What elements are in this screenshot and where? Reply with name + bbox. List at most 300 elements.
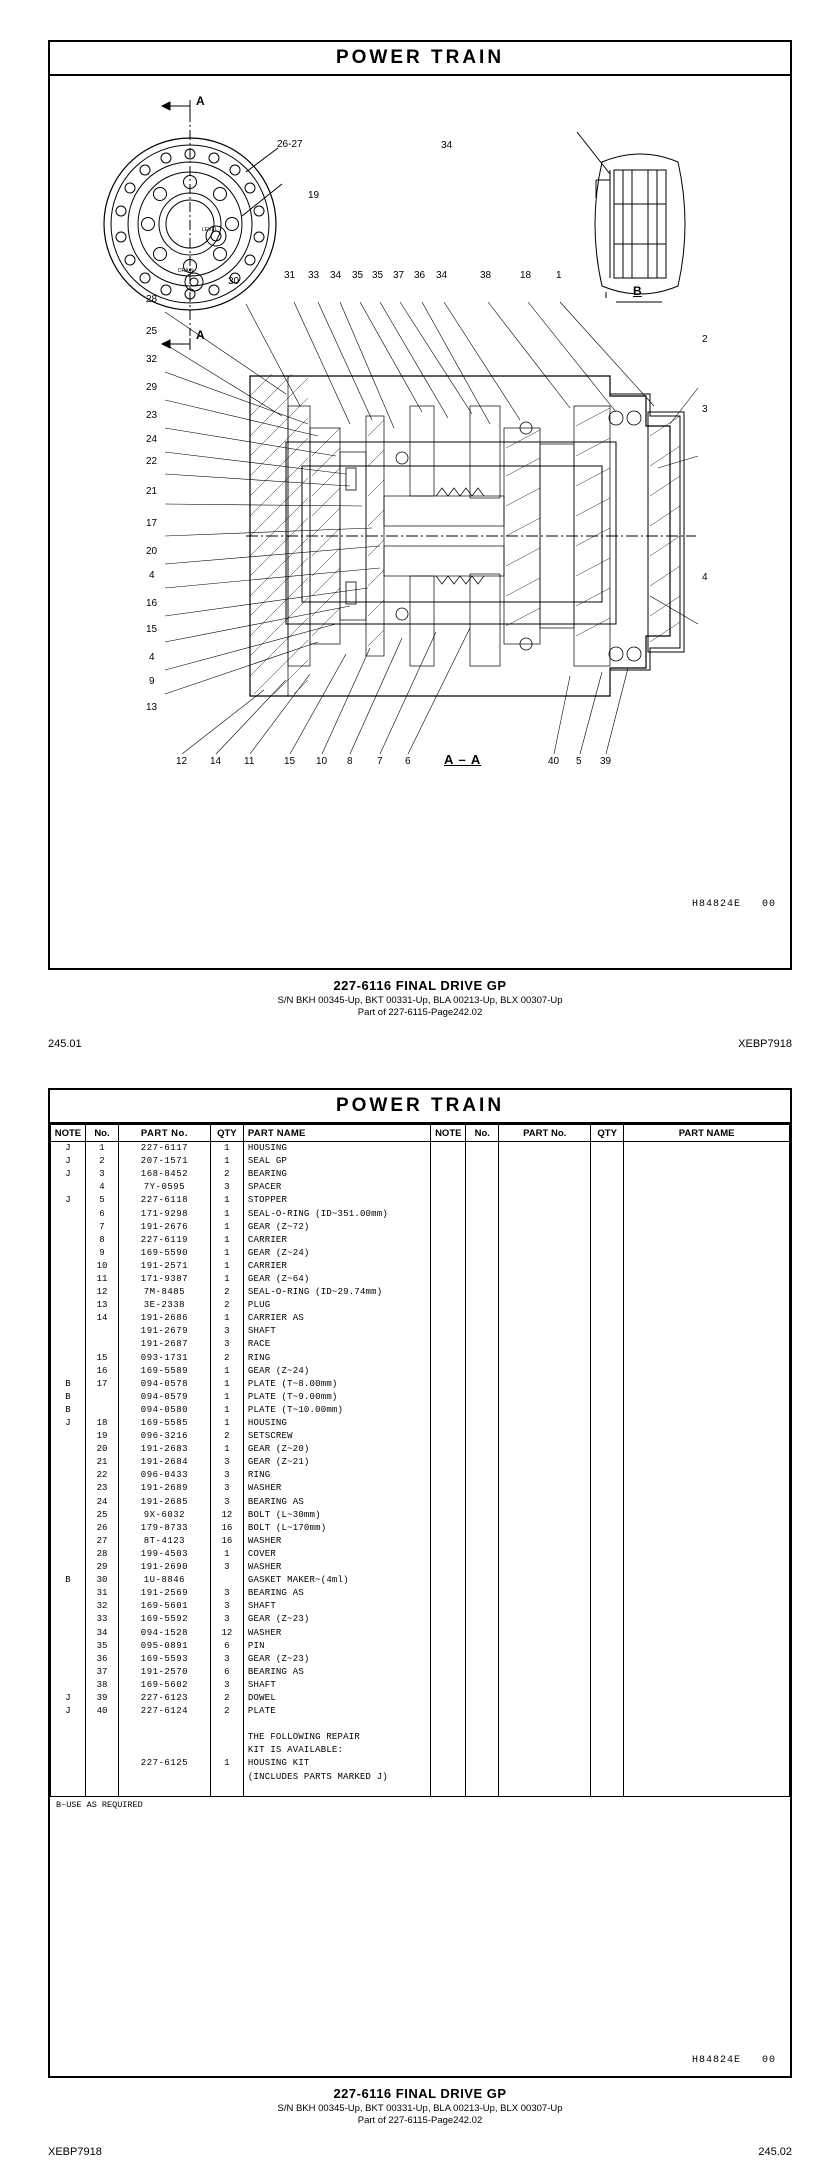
table-cell-c-part: 191-2686 [119,1312,211,1325]
table-cell-c-part: 191-2571 [119,1259,211,1272]
table-cell-c-no [85,1731,118,1744]
table-cell-c-no2 [466,1469,499,1482]
table-cell-c-qty: 1 [210,1155,243,1168]
table-cell-c-note2 [431,1155,466,1168]
table-cell-c-name2 [624,1312,790,1325]
table-cell-c-qty2 [591,1207,624,1220]
table-row [51,1574,790,1587]
table-cell-c-no2 [466,1325,499,1338]
table-cell-c-no [85,1718,118,1731]
table-cell-c-no2 [466,1207,499,1220]
drain-plug-label: DRAIN [178,268,194,274]
table-cell-c-no2 [466,1351,499,1364]
table-cell-c-no2 [466,1744,499,1757]
table-cell-c-name2 [624,1639,790,1652]
table-cell-c-part: 096-3216 [119,1430,211,1443]
table-cell-c-part2 [499,1181,591,1194]
table-cell-c-no2 [466,1574,499,1587]
table-cell-c-no: 18 [85,1416,118,1429]
table-row [51,1678,790,1691]
callout-21: 21 [146,486,158,497]
table-cell-c-no2 [466,1678,499,1691]
table-cell-c-part2 [499,1718,591,1731]
table-cell-c-qty2 [591,1613,624,1626]
table-cell-c-qty: 2 [210,1430,243,1443]
table-cell-c-part2 [499,1246,591,1259]
caption-sn-top: S/N BKH 00345‑Up, BKT 00331‑Up, BLA 00213‑Up, BLX 00307‑Up [277,994,563,1006]
table-cell-c-part [119,1783,211,1796]
table-cell-c-qty2 [591,1364,624,1377]
table-cell-c-no2 [466,1600,499,1613]
table-cell-c-name2 [624,1613,790,1626]
caption-partof-bottom: Part of 227-6115‑Page242.02 [357,2114,483,2126]
table-cell-c-part: 227-6125 [119,1757,211,1770]
callout-20: 20 [146,546,158,557]
table-cell-c-qty2 [591,1456,624,1469]
table-cell-c-name2 [624,1272,790,1285]
callout-35a: 35 [352,270,364,281]
table-cell-c-part: 191-2687 [119,1338,211,1351]
table-cell-c-note [51,1325,86,1338]
table-cell-c-qty [210,1770,243,1783]
callout-30: 30 [228,276,240,287]
callout-16: 16 [146,598,158,609]
table-cell-c-qty2 [591,1534,624,1547]
table-cell-c-note [51,1652,86,1665]
table-cell-c-no: 4 [85,1181,118,1194]
table-cell-c-qty2 [591,1272,624,1285]
table-cell-c-note [51,1430,86,1443]
table-cell-c-name2 [624,1587,790,1600]
table-cell-c-part: 227-6124 [119,1705,211,1718]
table-cell-c-part2 [499,1587,591,1600]
table-cell-c-qty: 3 [210,1652,243,1665]
table-cell-c-name2 [624,1403,790,1416]
table-cell-c-qty2 [591,1403,624,1416]
table-cell-c-name2 [624,1220,790,1233]
level-plug-label: LEVEL [202,227,218,233]
table-cell-c-note2 [431,1325,466,1338]
table-cell-c-qty2 [591,1587,624,1600]
table-cell-c-qty2 [591,1731,624,1744]
table-row [51,1299,790,1312]
table-cell-c-qty2 [591,1547,624,1560]
table-cell-c-name: WASHER [243,1626,430,1639]
table-cell-c-no2 [466,1390,499,1403]
table-cell-c-part2 [499,1495,591,1508]
table-cell-c-name2 [624,1168,790,1181]
table-cell-c-note2 [431,1416,466,1429]
table-cell-c-name2 [624,1194,790,1207]
table-cell-c-part2 [499,1561,591,1574]
table-cell-c-name: RACE [243,1338,430,1351]
table-cell-c-name2 [624,1495,790,1508]
table-cell-c-qty2 [591,1574,624,1587]
table-cell-c-name2 [624,1718,790,1731]
table-cell-c-note: J [51,1155,86,1168]
table-cell-c-no: 17 [85,1377,118,1390]
table-cell-c-part2 [499,1482,591,1495]
table-cell-c-no: 36 [85,1652,118,1665]
table-cell-c-note: J [51,1168,86,1181]
callout-29: 29 [146,382,158,393]
table-cell-c-no2 [466,1705,499,1718]
table-cell-c-part [119,1770,211,1783]
table-cell-c-part2 [499,1220,591,1233]
table-cell-c-name: SHAFT [243,1600,430,1613]
table-cell-c-part2 [499,1508,591,1521]
callout-37: 37 [393,270,405,281]
callout-15b: 15 [284,756,296,767]
table-cell-c-qty: 2 [210,1705,243,1718]
callout-17: 17 [146,518,158,529]
table-cell-c-part2 [499,1574,591,1587]
table-cell-c-name: BEARING AS [243,1495,430,1508]
table-cell-c-name: GEAR (Z~24) [243,1246,430,1259]
table-cell-c-qty: 1 [210,1547,243,1560]
table-row [51,1364,790,1377]
callout-6: 6 [405,756,411,767]
table-cell-c-note2 [431,1783,466,1796]
caption-partof-top: Part of 227-6115‑Page242.02 [357,1006,483,1018]
table-cell-c-no: 14 [85,1312,118,1325]
table-row [51,1718,790,1731]
table-cell-c-no2 [466,1508,499,1521]
table-cell-c-note2 [431,1220,466,1233]
table-cell-c-name: RING [243,1469,430,1482]
table-cell-c-name2 [624,1691,790,1704]
table-cell-c-qty2 [591,1757,624,1770]
parts-table-sheet [48,1088,792,2078]
table-cell-c-no: 16 [85,1364,118,1377]
table-cell-c-qty2 [591,1508,624,1521]
table-cell-c-note2 [431,1390,466,1403]
table-cell-c-name: (INCLUDES PARTS MARKED J) [243,1770,430,1783]
table-cell-c-qty2 [591,1351,624,1364]
table-cell-c-note2 [431,1259,466,1272]
table-row [51,1233,790,1246]
table-cell-c-note [51,1443,86,1456]
table-cell-c-name2 [624,1757,790,1770]
table-row [51,1220,790,1233]
table-cell-c-note2 [431,1299,466,1312]
table-cell-c-no2 [466,1482,499,1495]
parts-table-body [51,1142,790,1797]
table-cell-c-qty2 [591,1286,624,1299]
page-number-bottom-right: 245.02 [758,2146,792,2158]
table-cell-c-note2 [431,1168,466,1181]
table-cell-c-qty2 [591,1665,624,1678]
table-cell-c-name2 [624,1286,790,1299]
table-cell-c-no: 33 [85,1613,118,1626]
final-drive-drawing [50,76,790,916]
callout-39: 39 [600,756,612,767]
table-cell-c-part2 [499,1325,591,1338]
callout-36: 36 [414,270,426,281]
table-cell-c-name: GEAR (Z~64) [243,1272,430,1285]
table-row [51,1744,790,1757]
table-cell-c-name: BEARING [243,1168,430,1181]
callout-13: 13 [146,702,158,713]
table-cell-c-part [119,1731,211,1744]
table-cell-c-no [85,1390,118,1403]
table-cell-c-no: 22 [85,1469,118,1482]
table-cell-c-qty2 [591,1626,624,1639]
table-cell-c-no2 [466,1220,499,1233]
table-cell-c-no2 [466,1443,499,1456]
table-cell-c-no: 29 [85,1561,118,1574]
section-label-aa: A – A [444,752,482,767]
table-cell-c-qty2 [591,1155,624,1168]
table-cell-c-part: 3E-2338 [119,1299,211,1312]
callout-7: 7 [377,756,383,767]
callout-14: 14 [210,756,222,767]
table-cell-c-part2 [499,1338,591,1351]
table-cell-c-note [51,1233,86,1246]
table-cell-c-no: 39 [85,1691,118,1704]
callout-11: 11 [244,756,255,767]
table-cell-c-part: 179-8733 [119,1521,211,1534]
table-cell-c-no: 28 [85,1547,118,1560]
table-cell-c-name2 [624,1338,790,1351]
illustration-area [50,76,790,918]
callout-1: 1 [556,270,562,281]
table-cell-c-note [51,1312,86,1325]
table-cell-c-note [51,1521,86,1534]
table-cell-c-qty2 [591,1338,624,1351]
callout-26-27: 26-27 [277,139,303,150]
table-cell-c-qty2 [591,1168,624,1181]
table-cell-c-no: 11 [85,1272,118,1285]
table-cell-c-no2 [466,1181,499,1194]
table-cell-c-note2 [431,1351,466,1364]
table-cell-c-name: CARRIER [243,1259,430,1272]
table-cell-c-name: GEAR (Z~23) [243,1613,430,1626]
table-cell-c-name2 [624,1390,790,1403]
table-cell-c-part: 094-0578 [119,1377,211,1390]
table-cell-c-note [51,1665,86,1678]
table-cell-c-part2 [499,1534,591,1547]
table-cell-c-no: 9 [85,1246,118,1259]
table-cell-c-note2 [431,1705,466,1718]
table-cell-c-no2 [466,1547,499,1560]
table-cell-c-qty2 [591,1600,624,1613]
table-cell-c-name2 [624,1181,790,1194]
table-cell-c-note [51,1731,86,1744]
table-cell-c-part: 096-0433 [119,1469,211,1482]
table-legend: B–USE AS REQUIRED [50,1796,790,1814]
callout-4b: 4 [149,652,155,663]
callout-40: 40 [548,756,560,767]
table-cell-c-no2 [466,1783,499,1796]
table-cell-c-part: 169-5593 [119,1652,211,1665]
table-cell-c-note [51,1207,86,1220]
table-row [51,1181,790,1194]
table-cell-c-part: 169-5585 [119,1416,211,1429]
table-cell-c-name2 [624,1521,790,1534]
table-cell-c-qty2 [591,1312,624,1325]
callout-10: 10 [316,756,328,767]
table-cell-c-no: 5 [85,1194,118,1207]
table-cell-c-note [51,1561,86,1574]
table-cell-c-no2 [466,1626,499,1639]
table-cell-c-no2 [466,1299,499,1312]
table-cell-c-part: 227-6123 [119,1691,211,1704]
table-cell-c-name: PLUG [243,1299,430,1312]
table-cell-c-no2 [466,1155,499,1168]
callout-18: 18 [520,270,532,281]
table-cell-c-name2 [624,1155,790,1168]
table-cell-c-note [51,1469,86,1482]
table-cell-c-no2 [466,1534,499,1547]
table-cell-c-part: 169-5592 [119,1613,211,1626]
table-cell-c-part2 [499,1652,591,1665]
table-cell-c-note2 [431,1744,466,1757]
table-cell-c-note2 [431,1377,466,1390]
table-cell-c-part2 [499,1665,591,1678]
table-cell-c-name: DOWEL [243,1691,430,1704]
sheet-title-top: POWER TRAIN [50,42,790,76]
table-cell-c-qty: 6 [210,1665,243,1678]
table-cell-c-no2 [466,1613,499,1626]
table-cell-c-note2 [431,1364,466,1377]
table-row [51,1312,790,1325]
table-cell-c-qty [210,1718,243,1731]
table-cell-c-name: PLATE [243,1705,430,1718]
table-cell-c-no2 [466,1338,499,1351]
table-cell-c-name: HOUSING KIT [243,1757,430,1770]
table-cell-c-note: B [51,1377,86,1390]
table-cell-c-no: 38 [85,1678,118,1691]
table-cell-c-no [85,1757,118,1770]
table-cell-c-qty2 [591,1416,624,1429]
table-cell-c-no2 [466,1194,499,1207]
table-cell-c-name2 [624,1482,790,1495]
table-cell-c-qty2 [591,1783,624,1796]
table-cell-c-no2 [466,1416,499,1429]
table-cell-c-part2 [499,1233,591,1246]
table-cell-c-name2 [624,1416,790,1429]
table-cell-c-name2 [624,1207,790,1220]
figure-caption-bottom [0,2086,840,2127]
table-cell-c-qty: 3 [210,1181,243,1194]
table-cell-c-qty: 1 [210,1233,243,1246]
table-cell-c-part2 [499,1547,591,1560]
table-cell-c-part2 [499,1259,591,1272]
figure-code-value-top: H84824E [691,899,741,910]
table-cell-c-no2 [466,1246,499,1259]
table-cell-c-no [85,1783,118,1796]
table-row [51,1521,790,1534]
table-cell-c-note2 [431,1691,466,1704]
callout-28: 28 [146,294,158,305]
table-cell-c-note [51,1364,86,1377]
callout-12: 12 [176,756,188,767]
table-cell-c-qty2 [591,1377,624,1390]
table-cell-c-qty2 [591,1142,624,1155]
table-cell-c-name: SHAFT [243,1678,430,1691]
table-cell-c-qty: 2 [210,1691,243,1704]
table-cell-c-note2 [431,1626,466,1639]
table-cell-c-note: J [51,1416,86,1429]
table-cell-c-name: WASHER [243,1561,430,1574]
table-cell-c-part: 169-5602 [119,1678,211,1691]
table-cell-c-name2 [624,1508,790,1521]
table-row [51,1416,790,1429]
table-cell-c-part: 094-0579 [119,1390,211,1403]
table-cell-c-qty: 1 [210,1757,243,1770]
table-row [51,1351,790,1364]
table-cell-c-qty: 3 [210,1561,243,1574]
table-cell-c-no: 7 [85,1220,118,1233]
table-cell-c-qty: 16 [210,1534,243,1547]
table-row [51,1456,790,1469]
callout-34a: 34 [330,270,342,281]
table-cell-c-name2 [624,1626,790,1639]
table-cell-c-name: PLATE (T~9.00mm) [243,1390,430,1403]
table-cell-c-part2 [499,1705,591,1718]
table-cell-c-no: 15 [85,1351,118,1364]
callout-4c: 4 [702,572,708,583]
table-cell-c-part2 [499,1691,591,1704]
page-number-top-left: 245.01 [48,1038,82,1050]
parts-table [50,1124,790,1796]
table-cell-c-qty2 [591,1194,624,1207]
table-cell-c-name2 [624,1731,790,1744]
parts-table-wrap [50,1124,790,1814]
table-cell-c-qty: 2 [210,1168,243,1181]
table-cell-c-no2 [466,1770,499,1783]
table-cell-c-no2 [466,1495,499,1508]
table-cell-c-part: 227-6119 [119,1233,211,1246]
table-cell-c-note2 [431,1495,466,1508]
table-cell-c-qty2 [591,1770,624,1783]
callout-34-top: 34 [441,140,453,151]
table-cell-c-name: CARRIER AS [243,1312,430,1325]
table-cell-c-no: 37 [85,1665,118,1678]
table-cell-c-no2 [466,1259,499,1272]
table-cell-c-part: 9X-6032 [119,1508,211,1521]
table-cell-c-no2 [466,1639,499,1652]
table-cell-c-note2 [431,1181,466,1194]
table-cell-c-name: BEARING AS [243,1665,430,1678]
table-cell-c-part: 191-2689 [119,1482,211,1495]
table-cell-c-no: 2 [85,1155,118,1168]
table-cell-c-no2 [466,1561,499,1574]
table-cell-c-part: 171-9298 [119,1207,211,1220]
table-cell-c-part2 [499,1731,591,1744]
table-cell-c-note2 [431,1233,466,1246]
table-cell-c-note [51,1783,86,1796]
table-cell-c-note [51,1482,86,1495]
table-cell-c-note [51,1770,86,1783]
table-cell-c-qty2 [591,1443,624,1456]
table-cell-c-part2 [499,1443,591,1456]
table-cell-c-part: 191-2685 [119,1495,211,1508]
table-cell-c-note2 [431,1207,466,1220]
table-row [51,1508,790,1521]
table-cell-c-qty: 1 [210,1246,243,1259]
table-row [51,1207,790,1220]
parts-table-header-row [51,1125,790,1142]
table-cell-c-name2 [624,1299,790,1312]
table-cell-c-note2 [431,1731,466,1744]
callout-34b: 34 [436,270,448,281]
table-cell-c-note [51,1508,86,1521]
table-cell-c-qty: 3 [210,1613,243,1626]
table-cell-c-part: 094-1528 [119,1626,211,1639]
table-cell-c-name: WASHER [243,1482,430,1495]
